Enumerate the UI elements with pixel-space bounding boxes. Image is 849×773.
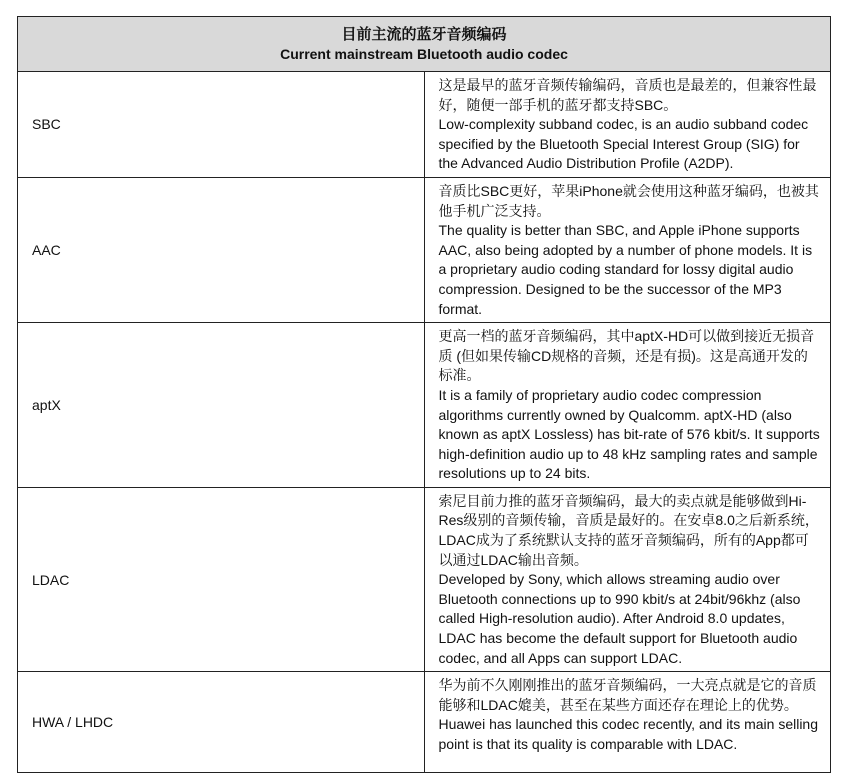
table-header	[18, 17, 831, 72]
description-chinese: 音质比SBC更好，苹果iPhone就会使用这种蓝牙编码，也被其他手机广泛支持。	[438, 182, 819, 219]
codec-name: AAC	[18, 177, 425, 322]
codec-name: SBC	[18, 72, 425, 178]
table-row	[18, 177, 831, 322]
codec-description	[424, 323, 831, 488]
description-chinese: 索尼目前力推的蓝牙音频编码，最大的卖点就是能够做到Hi-Res级别的音频传输，音质是最好的。在安卓8.0之后新系统，LDAC成为了系统默认支持的蓝牙音频编码，所有的App都可以通过LDAC输出音频。	[438, 492, 819, 568]
description-english: It is a family of proprietary audio codec compression algorithms currently owned by Qualcomm. aptX-HD (also known as aptX Lossless) has bit-rate of 576 kbit/s. It supports high-definition audio up to 48 kHz sampling rates and sample resolutions up to 24 bits.	[438, 386, 820, 482]
description-chinese: 更高一档的蓝牙音频编码，其中aptX-HD可以做到接近无损音质 (但如果传输CD规格的音频，还是有损)。这是高通开发的标准。	[438, 328, 815, 384]
table-row	[18, 323, 831, 488]
title-chinese: 目前主流的蓝牙音频编码	[341, 25, 507, 43]
title-english: Current mainstream Bluetooth audio codec	[280, 45, 568, 62]
codec-name: aptX	[18, 323, 425, 488]
codec-name: LDAC	[18, 487, 425, 671]
description-english: Developed by Sony, which allows streaming audio over Bluetooth connections up to 990 kbit/s at 24bit/96khz (also called High-resolution audio). After Android 8.0 updates, LDAC has become the default support for Bluetooth audio codec, and all Apps can support LDAC.	[438, 571, 801, 666]
codec-name: HWA / LHDC	[18, 672, 425, 773]
description-english: The quality is better than SBC, and Apple iPhone supports AAC, also being adopted by a number of phone models. It is a proprietary audio coding standard for lossy digital audio compression. Designed to be the successor of the MP3 format.	[438, 222, 813, 317]
table-row	[18, 72, 831, 178]
codec-description	[424, 177, 831, 322]
description-chinese: 这是最早的蓝牙音频传输编码，音质也是最差的，但兼容性最好，随便一部手机的蓝牙都支持SBC。	[438, 77, 817, 113]
description-english: Huawei has launched this codec recently, and its main selling point is that its quality is comparable with LDAC.	[438, 716, 819, 752]
table-header-row	[18, 17, 831, 72]
codec-description	[424, 487, 831, 671]
description-chinese: 华为前不久刚刚推出的蓝牙音频编码，一大亮点就是它的音质能够和LDAC媲美，甚至在某些方面还存在理论上的优势。	[438, 677, 817, 713]
codec-description	[424, 672, 831, 773]
table-row	[18, 672, 831, 773]
table-row	[18, 487, 831, 671]
codec-table	[17, 16, 831, 773]
description-english: Low-complexity subband codec, is an audio subband codec specified by the Bluetooth Special Interest Group (SIG) for the Advanced Audio Distribution Profile (A2DP).	[438, 116, 809, 172]
codec-description	[424, 72, 831, 178]
